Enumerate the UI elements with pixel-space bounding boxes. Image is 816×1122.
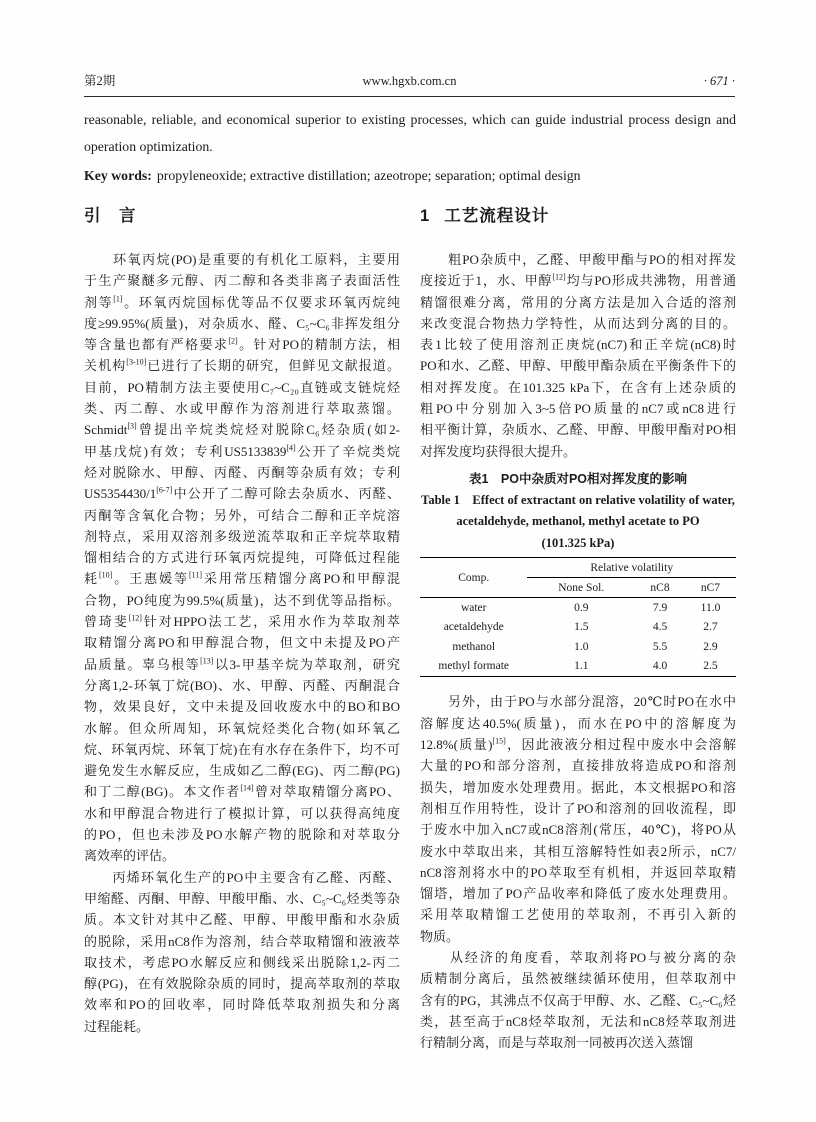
table-cell: 1.1: [574, 660, 589, 673]
text-line: 质。本文针对其中乙醛、甲醇、甲酸甲酯和水杂质: [84, 912, 400, 928]
citation-ref: [12]: [552, 272, 566, 282]
citation-ref: [2]: [228, 336, 238, 346]
text-line: 剂等[1]。环氧丙烷国标优等品不仅要求环氧丙烷纯: [84, 294, 400, 310]
table-cell: 2.7: [703, 621, 718, 634]
text-line: 剂特点，采用双溶剂多级逆流萃取和正辛烷萃取精: [84, 528, 400, 544]
text-line: 剂相互作用特性，设计了PO和溶剂的回收流程，即: [420, 800, 736, 816]
text-line: 合物，PO纯度为99.5%(质量)，达不到优等品指标。: [84, 592, 400, 608]
header-site-url: www.hgxb.com.cn: [362, 74, 457, 88]
text-line: 甲基戊烷)有效；专利US5133839[4]公开了辛烷类烷: [84, 443, 400, 459]
text-line: 馏相结合的方式进行环氧丙烷提纯，可降低过程能: [84, 550, 400, 566]
text-line: 取技术，考虑PO水解反应和侧线采出脱除1,2-丙二: [84, 954, 400, 970]
process-paragraph-3: [420, 947, 736, 1053]
text-line: 馏塔，增加了PO产品收率和降低了废水处理费用。: [420, 886, 736, 902]
table-cell: 2.9: [703, 640, 718, 653]
column-header-none-sol: None Sol.: [527, 578, 635, 598]
intro-paragraph-1: [84, 249, 400, 867]
text-line: 表1比较了使用溶剂正庚烷(nC7)和正辛烷(nC8)时: [420, 337, 736, 353]
citation-ref: [14]: [240, 784, 254, 794]
citation-ref: [6-7]: [156, 485, 173, 495]
citation-ref: [12]: [128, 613, 142, 623]
intro-paragraph-2: [84, 867, 400, 1037]
text-line: 12.8%(质量)[15]，因此液液分相过程中废水中会溶解: [420, 736, 736, 753]
text-line: acetaldehyde, methanol, methyl acetate to PO: [456, 514, 700, 529]
column-header-nc7: nC7: [685, 578, 736, 598]
process-paragraph-2: [420, 691, 736, 947]
table-cell: methyl formate: [438, 660, 509, 673]
text-line: 丙酮等含氧化合物；另外，可结合二醇和正辛烷溶: [84, 507, 400, 523]
text-line: 度≥99.95%(质量)，对杂质水、醛、C₅~C₆非挥发组分: [84, 315, 400, 331]
table-cell: acetaldehyde: [443, 621, 504, 634]
text-line: 含有的PG，其沸点不仅高于甲醇、水、乙醛、C₅~C₆烃: [420, 992, 736, 1008]
text-line: 过程能耗。: [84, 1018, 150, 1034]
text-line: 来改变混合物热力学特性，从而达到分离的目的。: [420, 315, 736, 331]
column-header-comp: Comp.: [420, 558, 527, 598]
text-line: 溶解度达40.5%(质量)，而水在PO中的溶解度为: [420, 715, 736, 731]
header-issue: 第2期: [84, 74, 116, 88]
text-line: 丙烯环氧化生产的PO中主要含有乙醛、丙醛、: [84, 869, 400, 885]
text-line: 对挥发度均获得很大提升。: [420, 443, 577, 459]
text-line: 烷、环氧丙烷、环氧丁烷)在有水存在条件下，均不可: [84, 741, 400, 757]
citation-ref: [15]: [492, 736, 506, 746]
left-column: [84, 196, 400, 1037]
text-line: 离效率的评估。: [84, 848, 176, 864]
text-line: nC8溶剂将水中的PO萃取至有机相，并返回萃取精: [420, 864, 736, 880]
text-line: US5354430/1[6-7]中公开了二醇可除去杂质水、丙醛、: [84, 485, 400, 502]
text-line: 环氧丙烷(PO)是重要的有机化工原料，主要用: [84, 252, 400, 267]
citation-ref: [4]: [286, 443, 296, 453]
text-line: 类，甚至高于nC8烃萃取剂，无法和nC8烃萃取剂进: [420, 1013, 736, 1029]
text-line: 醇(PG)，在有效脱除杂质的同时，提高萃取剂的萃取: [84, 976, 400, 992]
section-number: 1: [420, 207, 431, 225]
text-line: 效率和PO的回收率，同时降低萃取剂损失和分离: [84, 997, 400, 1013]
table-cell: 4.5: [652, 621, 668, 634]
table-cell: 0.9: [574, 601, 589, 614]
citation-ref: [3-10]: [126, 358, 147, 368]
text-line: operation optimization.: [84, 139, 213, 154]
text-line: 关机构[3-10]已进行了长期的研究，但鲜见文献报道。: [84, 358, 400, 374]
table-cell: 2.5: [703, 660, 718, 673]
text-line: 的PO，但也未涉及PO水解产物的脱除和对萃取分: [84, 827, 400, 843]
text-line: 水解。但众所周知，环氧烷烃类化合物(如环氧乙: [84, 720, 400, 736]
relative-volatility-table: [420, 557, 736, 677]
table-row: [420, 598, 736, 618]
table-cell: water: [460, 601, 487, 614]
text-line: 从经济的角度看，萃取剂将PO与被分离的杂: [420, 950, 736, 966]
section-title: 工艺流程设计: [444, 207, 550, 225]
citation-ref: [11]: [188, 571, 203, 581]
text-line: PO和水、乙醛、甲醇、甲酸甲酯杂质在平衡条件下的: [420, 358, 736, 374]
column-header-group: Relative volatility: [527, 558, 736, 578]
text-line: 另外，由于PO与水部分混溶，20℃时PO在水中: [420, 694, 736, 710]
text-line: Table 1 Effect of extractant on relative volatility of water,: [421, 492, 735, 507]
text-line: 类、丙二醇、水或甲醇作为溶剂进行萃取蒸馏。: [84, 401, 400, 417]
text-line: 质精制分离后，虽然被继续循环使用，但萃取剂中: [420, 971, 736, 987]
section-heading-introduction: 引 言: [84, 207, 137, 225]
table-caption-en: [420, 490, 736, 555]
table-caption-zh: 表1 PO中杂质对PO相对挥发度的影响: [468, 471, 688, 486]
text-line: 物质。: [420, 928, 460, 944]
text-line: reasonable, reliable, and economical superior to existing processes, which can guide industrial process design and: [84, 112, 736, 127]
text-line: 于废水中加入nC7或nC8溶剂(常压，40℃)，将PO从: [420, 822, 736, 838]
text-line: 粗PO中分别加入3~5倍PO质量的nC7或nC8进行: [420, 401, 736, 417]
section-heading-process-design: [420, 196, 736, 228]
keywords-label: Key words:: [84, 168, 152, 183]
table-cell: 11.0: [700, 601, 721, 614]
text-line: 品质量。辜乌根等[13]以3-甲基辛烷为萃取剂，研究: [84, 656, 400, 672]
table-body: [420, 598, 736, 677]
text-line: 废水中萃取出来，其相互溶解特性如表2所示，nC7/: [420, 843, 736, 859]
text-line: 于生产聚醚多元醇、丙二醇和各类非离子表面活性: [84, 273, 400, 289]
keywords-text: propyleneoxide; extractive distillation; azeotrope; separation; optimal design: [156, 168, 581, 183]
text-line: 烃对脱除水、甲醇、丙醛、丙酮等杂质有效；专利: [84, 464, 400, 480]
table-cell: 7.9: [652, 601, 668, 614]
citation-ref: [3]: [127, 422, 137, 432]
text-line: 耗[10]。王惠媛等[11]采用常压精馏分离PO和甲醇混: [84, 571, 400, 587]
right-column: [420, 196, 736, 1054]
text-line: 和丁二醇(BG)。本文作者[14]曾对萃取精馏分离PO、: [84, 784, 401, 800]
keywords-line: [84, 162, 736, 189]
text-line: 相对挥发度。在101.325 kPa下，在含有上述杂质的: [420, 379, 736, 395]
table-cell: 1.5: [574, 621, 589, 634]
citation-ref: [13]: [200, 656, 214, 666]
citation-ref: [1]: [113, 294, 123, 304]
table-row: [420, 618, 736, 638]
text-line: 度接近于1，水、甲醇[12]均与PO形成共沸物，用普通: [420, 272, 736, 289]
table-cell: 5.5: [652, 640, 668, 653]
text-line: Schmidt[3]曾提出辛烷类烷烃对脱除C₆烃杂质(如2-: [84, 422, 400, 438]
column-header-nc8: nC8: [635, 578, 685, 598]
table-row: [420, 657, 736, 677]
text-line: 精馏很难分离，常用的分离方法是加入合适的溶剂: [420, 294, 736, 310]
table-cell: methanol: [452, 640, 496, 653]
abstract-continuation: [84, 106, 736, 160]
text-line: (101.325 kPa): [541, 535, 615, 550]
text-line: 相平衡计算，杂质水、乙醛、甲醇、甲酸甲酯对PO相: [420, 422, 736, 438]
table-cell: 4.0: [652, 660, 668, 673]
text-line: 水和甲醇混合物进行了模拟计算，可以获得高纯度: [84, 805, 400, 821]
text-line: 采用萃取精馏工艺使用的萃取剂，不再引入新的: [420, 907, 736, 923]
text-line: 行精制分离，而是与萃取剂一同被再次送入蒸馏: [420, 1035, 694, 1051]
text-line: 曾琦斐[12]针对HPPO法工艺，采用水作为萃取剂萃: [84, 613, 400, 630]
text-line: 取精馏分离PO和甲醇混合物，但文中未提及PO产: [84, 635, 400, 651]
text-line: 的脱除，采用nC8作为溶剂，结合萃取精馏和液液萃: [84, 933, 400, 949]
table-row: [420, 637, 736, 657]
text-line: 损失，增加废水处理费用。据此，本文根据PO和溶: [420, 779, 736, 795]
text-line: 分离1,2-环氧丁烷(BO)、水、甲醇、丙醛、丙酮混合: [84, 677, 400, 693]
process-paragraph-1: [420, 249, 736, 462]
text-line: 避免发生水解反应，生成如乙二醇(EG)、丙二醇(PG): [84, 763, 400, 779]
running-header: [84, 74, 735, 97]
text-line: 目前，PO精制方法主要使用C₇~C₂₀直链或支链烷烃: [84, 379, 400, 395]
table-cell: 1.0: [574, 640, 589, 653]
text-line: 大量的PO和部分溶剂，直接排放将造成PO和溶剂: [420, 758, 736, 774]
table-header-row: [420, 558, 736, 578]
citation-ref: [10]: [98, 571, 113, 581]
text-line: 甲缩醛、丙酮、甲醇、甲酸甲酯、水、C₅~C₆烃类等杂: [84, 890, 400, 906]
text-line: 物，效果良好，文中未提及回收废水中的BO和BO: [84, 699, 400, 715]
header-page-number: · 671 ·: [703, 74, 735, 88]
text-line: 等含量也都有严格要求[2]。针对PO的精制方法，相: [84, 336, 400, 353]
text-line: 粗PO杂质中，乙醛、甲酸甲酯与PO的相对挥发: [420, 252, 736, 267]
